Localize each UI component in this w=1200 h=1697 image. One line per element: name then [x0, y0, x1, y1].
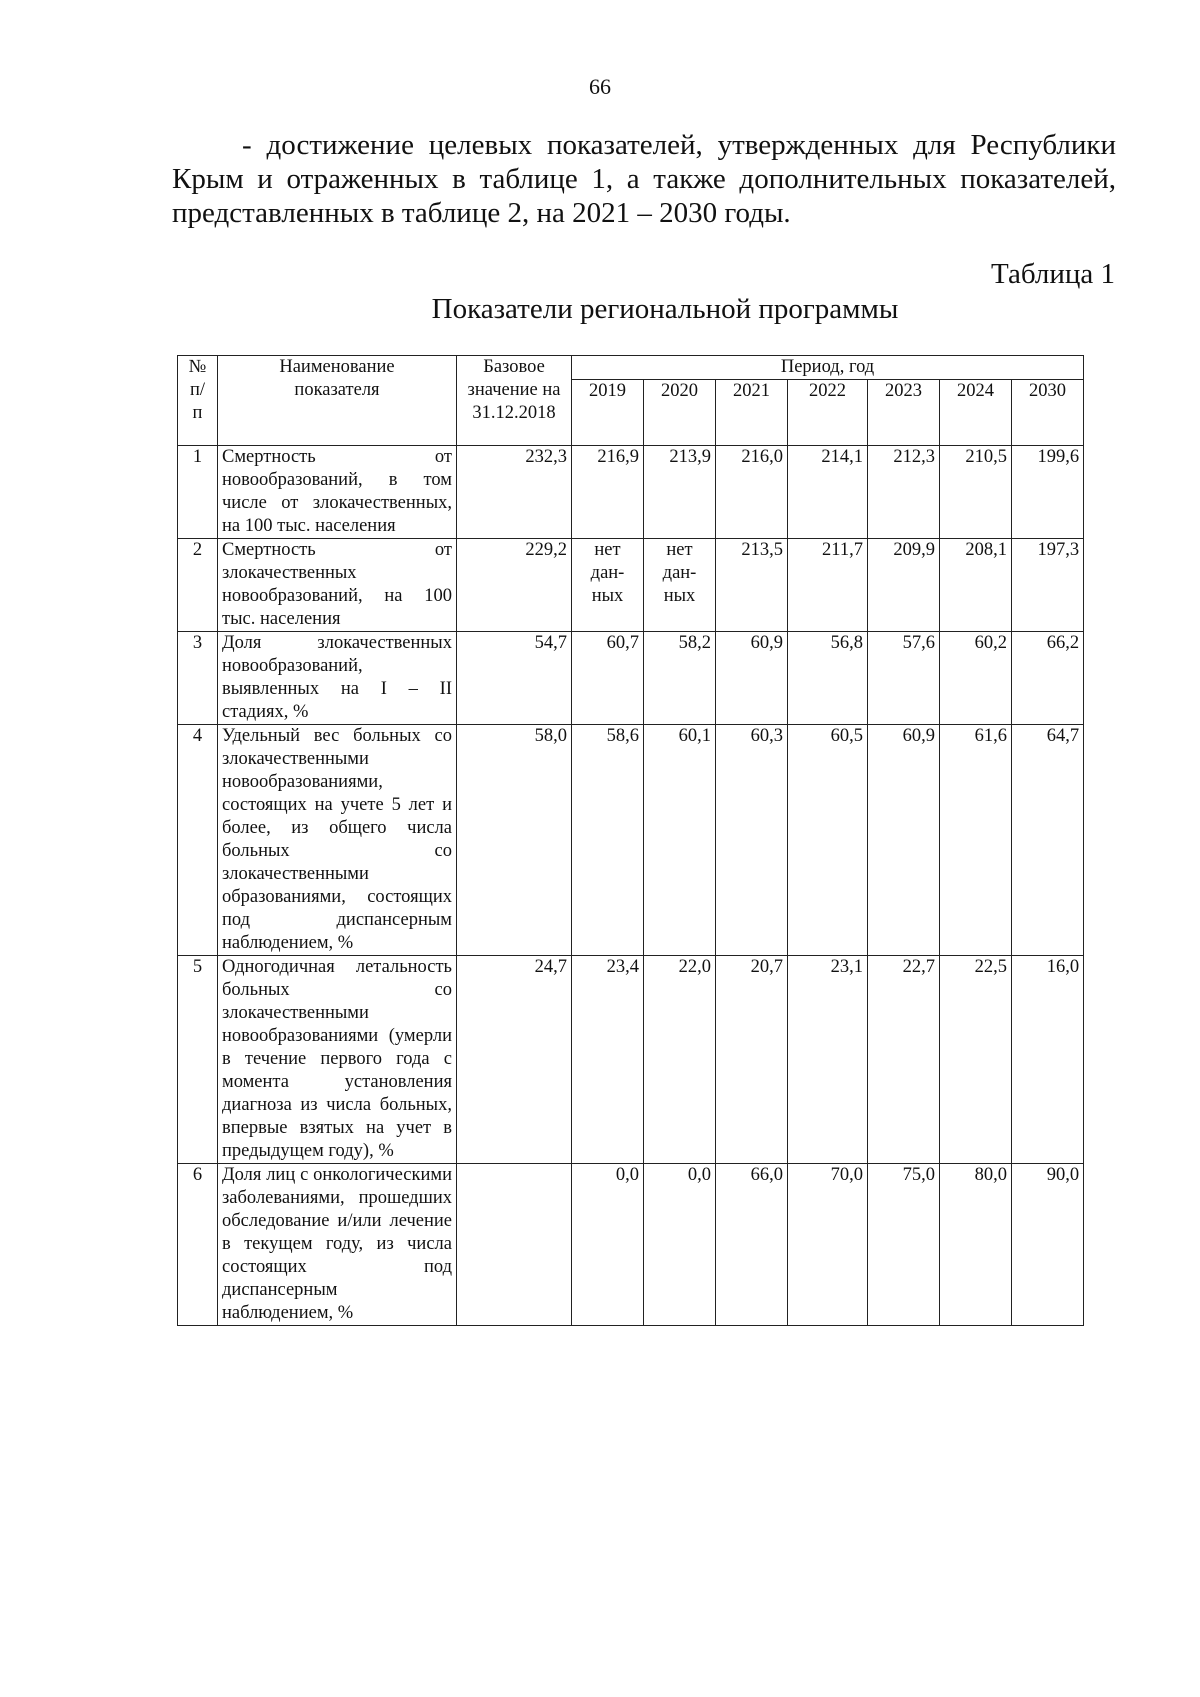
table-label: Таблица 1: [990, 258, 1115, 290]
header-year: 2024: [940, 380, 1012, 446]
year-value: 90,0: [1012, 1164, 1084, 1326]
header-year: 2020: [644, 380, 716, 446]
table-row: [178, 632, 1084, 725]
indicator-name: Одногодичная летальность больных со злокачественными новообразованиями (умерли в течение первого года с момента установления диагноза из числа больных, впервые взятых на учет в предыдущем году), %: [218, 956, 457, 1164]
year-value: 58,2: [644, 632, 716, 725]
year-value: 211,7: [788, 539, 868, 632]
year-value: 208,1: [940, 539, 1012, 632]
year-value: 61,6: [940, 725, 1012, 956]
indicator-name: Удельный вес больных со злокачественными новообразованиями, состоящих на учете 5 лет и более, из общего числа больных со злокачественными образованиями, состоящих под диспансерным наблюдением, %: [218, 725, 457, 956]
year-value: 0,0: [572, 1164, 644, 1326]
year-value: нет дан-ных: [572, 539, 644, 632]
year-value: 214,1: [788, 446, 868, 539]
year-value: 16,0: [1012, 956, 1084, 1164]
header-name: Наименование показателя: [218, 356, 457, 446]
year-value: 213,5: [716, 539, 788, 632]
year-value: 22,5: [940, 956, 1012, 1164]
row-number: 3: [178, 632, 218, 725]
year-value: 210,5: [940, 446, 1012, 539]
header-year: 2030: [1012, 380, 1084, 446]
year-value: 209,9: [868, 539, 940, 632]
base-value: 54,7: [457, 632, 572, 725]
table-row: [178, 539, 1084, 632]
year-value: 60,5: [788, 725, 868, 956]
header-year: 2022: [788, 380, 868, 446]
year-value: нет дан-ных: [644, 539, 716, 632]
year-value: 213,9: [644, 446, 716, 539]
base-value: [457, 1164, 572, 1326]
row-number: 2: [178, 539, 218, 632]
year-value: 66,2: [1012, 632, 1084, 725]
year-value: 60,2: [940, 632, 1012, 725]
year-value: 0,0: [644, 1164, 716, 1326]
base-value: 24,7: [457, 956, 572, 1164]
row-number: 4: [178, 725, 218, 956]
header-number: № п/ п: [178, 356, 218, 446]
indicator-name: Доля лиц с онкологическими заболеваниями, прошедших обследование и/или лечение в текущем году, из числа состоящих под диспансерным наблюдением, %: [218, 1164, 457, 1326]
year-value: 58,6: [572, 725, 644, 956]
year-value: 216,9: [572, 446, 644, 539]
year-value: 23,4: [572, 956, 644, 1164]
base-value: 58,0: [457, 725, 572, 956]
table-row: [178, 446, 1084, 539]
year-value: 66,0: [716, 1164, 788, 1326]
table-title: Показатели региональной программы: [431, 293, 899, 325]
year-value: 75,0: [868, 1164, 940, 1326]
year-value: 22,0: [644, 956, 716, 1164]
base-value: 229,2: [457, 539, 572, 632]
page-number: 66: [589, 74, 611, 99]
indicators-table: [177, 355, 1084, 1326]
indicator-name: Доля злокачественных новообразований, выявленных на I – II стадиях, %: [218, 632, 457, 725]
indicator-name: Смертность от злокачественных новообразований, на 100 тыс. населения: [218, 539, 457, 632]
row-number: 6: [178, 1164, 218, 1326]
year-value: 70,0: [788, 1164, 868, 1326]
year-value: 64,7: [1012, 725, 1084, 956]
header-year: 2019: [572, 380, 644, 446]
header-row-top: [178, 356, 1084, 380]
header-year: 2021: [716, 380, 788, 446]
year-value: 199,6: [1012, 446, 1084, 539]
year-value: 60,9: [868, 725, 940, 956]
year-value: 60,7: [572, 632, 644, 725]
year-value: 22,7: [868, 956, 940, 1164]
table-row: [178, 1164, 1084, 1326]
year-value: 56,8: [788, 632, 868, 725]
year-value: 57,6: [868, 632, 940, 725]
indicator-name: Смертность от новообразований, в том числе от злокачественных, на 100 тыс. населения: [218, 446, 457, 539]
year-value: 216,0: [716, 446, 788, 539]
base-value: 232,3: [457, 446, 572, 539]
header-base: Базовое значение на 31.12.2018: [457, 356, 572, 446]
row-number: 1: [178, 446, 218, 539]
table-row: [178, 956, 1084, 1164]
row-number: 5: [178, 956, 218, 1164]
year-value: 60,1: [644, 725, 716, 956]
year-value: 60,3: [716, 725, 788, 956]
year-value: 23,1: [788, 956, 868, 1164]
year-value: 60,9: [716, 632, 788, 725]
intro-paragraph: - достижение целевых показателей, утвержденных для Республики Крым и отраженных в таблице 1, а также дополнительных показателей, представленных в таблице 2, на 2021 – 2030 годы.: [172, 129, 1116, 229]
header-period: Период, год: [572, 356, 1084, 380]
year-value: 20,7: [716, 956, 788, 1164]
year-value: 197,3: [1012, 539, 1084, 632]
header-year: 2023: [868, 380, 940, 446]
year-value: 80,0: [940, 1164, 1012, 1326]
year-value: 212,3: [868, 446, 940, 539]
table-row: [178, 725, 1084, 956]
